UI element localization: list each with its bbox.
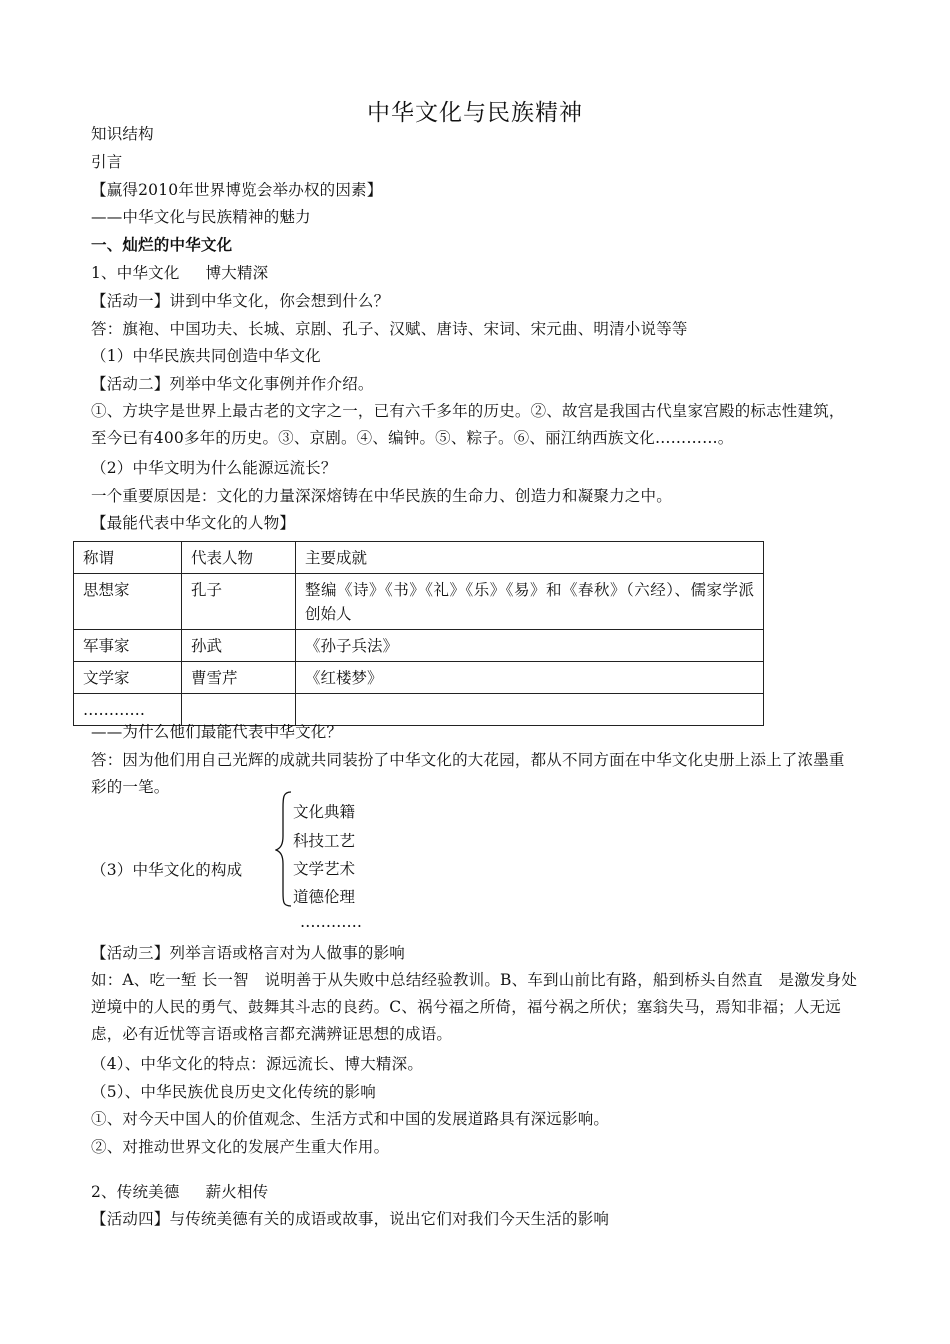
curly-brace-icon: [275, 790, 295, 908]
table-header-cell: 代表人物: [182, 542, 296, 574]
activity-heading: 【活动一】讲到中华文化，你会想到什么？: [91, 292, 390, 310]
table-cell: 曹雪芹: [182, 662, 296, 694]
table-cell: 整编《诗》《书》《礼》《乐》《易》和《春秋》（六经）、儒家学派创始人: [296, 574, 764, 630]
table-cell: 思想家: [74, 574, 182, 630]
composition-item: 道德伦理: [293, 888, 356, 906]
table-row: [74, 574, 764, 630]
text-line: 一个重要原因是：文化的力量深深熔铸在中华民族的生命力、创造力和凝聚力之中。: [91, 487, 672, 505]
composition-item: 科技工艺: [293, 832, 356, 850]
subsection-heading: [91, 263, 268, 283]
composition-item: 文化典籍: [293, 803, 356, 821]
table-cell: 孔子: [182, 574, 296, 630]
paragraph: ①、方块字是世界上最古老的文字之一，已有六千多年的历史。②、故宫是我国古代皇家宫殿的标志性建筑，至今已有400多年的历史。③、京剧。④、编钟。⑤、粽子。⑥、丽江纳西族文化…………。: [91, 402, 845, 447]
table-cell: [296, 694, 764, 726]
table-row: [74, 630, 764, 662]
table-cell: 《红楼梦》: [296, 662, 764, 694]
table-header-cell: 主要成就: [296, 542, 764, 574]
text-line: （5）、中华民族优良历史文化传统的影响: [91, 1083, 376, 1101]
text-line: 知识结构: [91, 125, 154, 143]
composition-more: …………: [300, 913, 362, 931]
paragraph: 如：A、吃一堑 长一智 说明善于从失败中总结经验教训。B、车到山前比有路，船到桥头自然直 是激发身处逆境中的人民的勇气、鼓舞其斗志的良药。C、祸兮福之所倚，福兮祸之所伏；塞翁失马，焉知非福；人无远虑，必有近忧等言语或格言都充满辨证思想的成语。: [91, 971, 858, 1043]
text-line: （3）中华文化的构成: [91, 861, 243, 879]
text-line: （4）、中华文化的特点：源远流长、博大精深。: [91, 1055, 424, 1073]
table-row: [74, 662, 764, 694]
table-header-row: [74, 542, 764, 574]
composition-item: 文学艺术: [293, 860, 356, 878]
text-line: ②、对推动世界文化的发展产生重大作用。: [91, 1138, 390, 1156]
text-line: ——为什么他们最能代表中华文化？: [91, 723, 343, 741]
subsection-number-label: 1、中华文化: [91, 264, 180, 282]
text-line: （1）中华民族共同创造中华文化: [91, 347, 321, 365]
activity-heading: 【活动四】与传统美德有关的成语或故事，说出它们对我们今天生活的影响: [91, 1210, 610, 1228]
section-heading: 一、灿烂的中华文化: [91, 235, 233, 254]
text-line: 【最能代表中华文化的人物】: [91, 514, 296, 532]
page-title: 中华文化与民族精神: [367, 100, 583, 126]
subsection-subtitle: 博大精深: [205, 264, 269, 282]
subsection-subtitle: 薪火相传: [205, 1183, 269, 1201]
subsection-number-label: 2、传统美德: [91, 1183, 180, 1201]
text-line: ①、对今天中国人的价值观念、生活方式和中国的发展道路具有深远影响。: [91, 1110, 610, 1128]
representative-figures-table: [73, 541, 764, 726]
table-cell: [182, 694, 296, 726]
activity-heading: 【活动二】列举中华文化事例并作介绍。: [91, 375, 374, 393]
subsection-heading: [91, 1182, 268, 1202]
table-cell: 文学家: [74, 662, 182, 694]
paragraph: 答：因为他们用自己光辉的成就共同装扮了中华文化的大花园，都从不同方面在中华文化史册上添上了浓墨重彩的一笔。: [91, 751, 845, 796]
text-line: ——中华文化与民族精神的魅力: [91, 208, 311, 226]
activity-heading: 【活动三】列举言语或格言对为人做事的影响: [91, 944, 406, 962]
text-line: 引言: [91, 153, 123, 171]
text-line: （2）中华文明为什么能源远流长？: [91, 459, 337, 477]
table-cell: 军事家: [74, 630, 182, 662]
table-header-cell: 称谓: [74, 542, 182, 574]
table-row: [74, 694, 764, 726]
text-line: 【赢得2010年世界博览会举办权的因素】: [91, 181, 383, 199]
table-cell: 《孙子兵法》: [296, 630, 764, 662]
table-cell: 孙武: [182, 630, 296, 662]
table-cell: …………: [74, 694, 182, 726]
text-line: 答：旗袍、中国功夫、长城、京剧、孔子、汉赋、唐诗、宋词、宋元曲、明清小说等等: [91, 320, 688, 338]
